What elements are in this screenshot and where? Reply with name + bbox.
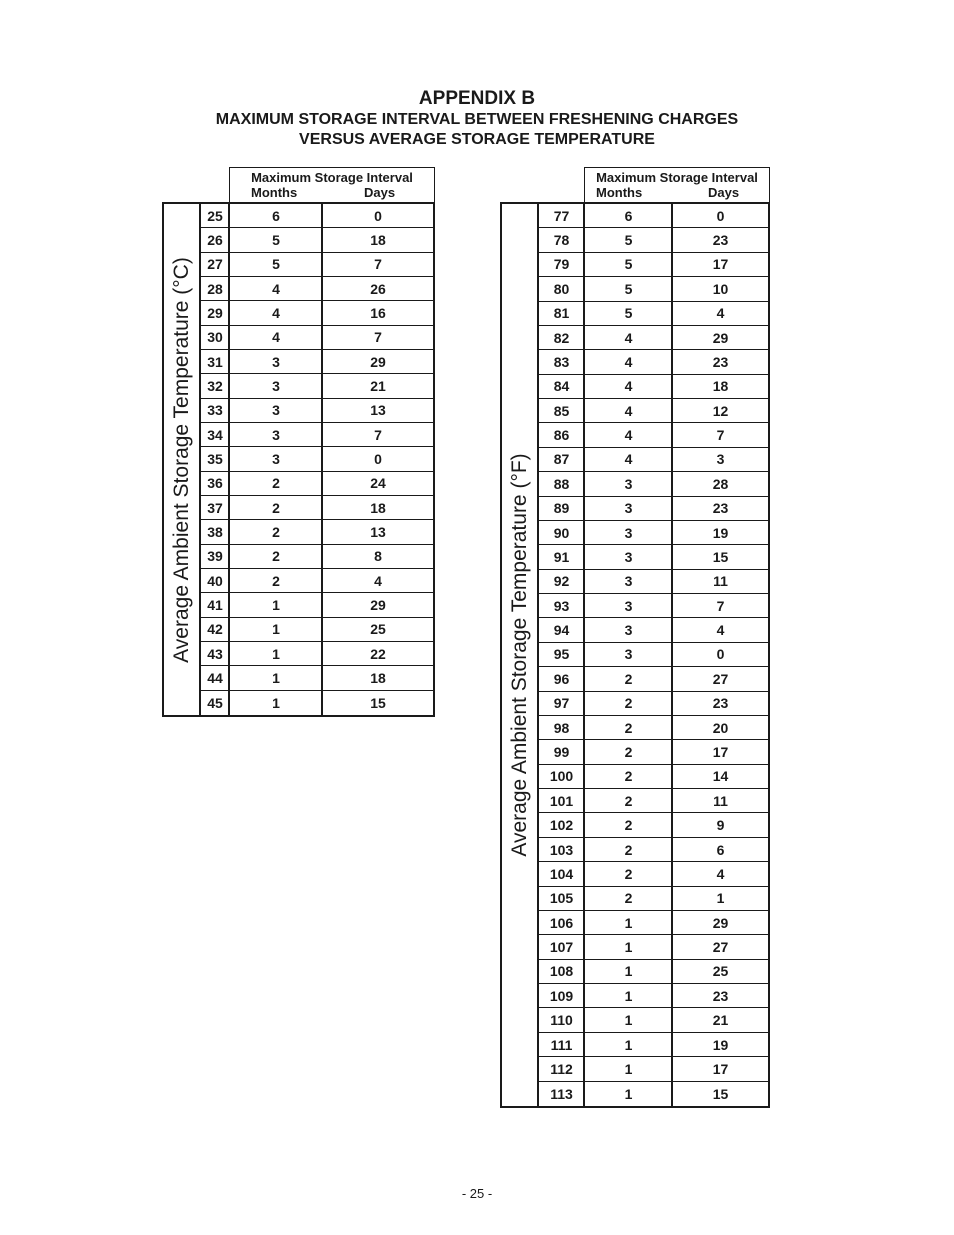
temperature-cell: 113 — [550, 1085, 573, 1102]
days-cell: 7 — [673, 423, 768, 447]
days-cell: 7 — [323, 253, 433, 277]
days-cell: 23 — [673, 692, 768, 716]
table-row — [502, 570, 768, 594]
months-cell: 2 — [585, 838, 672, 862]
table-row — [502, 228, 768, 252]
temperature-cell: 110 — [539, 1008, 584, 1032]
days-cell: 15 — [370, 694, 386, 711]
temperature-cell: 89 — [539, 497, 584, 521]
page-subtitle-line-1: MAXIMUM STORAGE INTERVAL BETWEEN FRESHENING CHARGES — [215, 111, 739, 128]
table-row — [502, 813, 768, 837]
days-cell: 4 — [673, 862, 768, 886]
table-row — [164, 642, 433, 666]
table-row — [502, 1008, 768, 1032]
table-row — [502, 497, 768, 521]
temperature-cell: 44 — [201, 666, 229, 690]
temperature-cell: 29 — [201, 301, 229, 325]
months-cell: 2 — [585, 887, 672, 911]
days-cell: 29 — [673, 326, 768, 350]
months-cell: 2 — [230, 520, 322, 544]
table-row — [164, 350, 433, 374]
temperature-cell: 36 — [201, 472, 229, 496]
table-row — [502, 667, 768, 691]
table-row — [502, 911, 768, 935]
days-cell: 11 — [673, 570, 768, 594]
days-cell: 23 — [673, 350, 768, 374]
table-row — [502, 643, 768, 667]
table-row — [502, 618, 768, 642]
temperature-cell: 97 — [539, 692, 584, 716]
table-row — [502, 1057, 768, 1081]
days-cell: 27 — [673, 667, 768, 691]
months-cell: 5 — [585, 302, 672, 326]
days-cell: 19 — [673, 521, 768, 545]
months-cell: 1 — [585, 1008, 672, 1032]
table-row — [164, 399, 433, 423]
days-cell: 23 — [673, 497, 768, 521]
page-title: APPENDIX B — [418, 88, 536, 109]
group-header-label: Maximum Storage Interval — [596, 170, 758, 185]
table-row — [164, 301, 433, 325]
table-row — [502, 887, 768, 911]
temperature-cell: 40 — [201, 569, 229, 593]
temperature-cell: 99 — [539, 740, 584, 764]
days-cell: 18 — [323, 496, 433, 520]
months-cell: 3 — [585, 643, 672, 667]
temperature-cell: 41 — [201, 593, 229, 617]
months-cell: 2 — [585, 740, 672, 764]
temperature-cell: 106 — [539, 911, 584, 935]
temperature-cell: 39 — [201, 545, 229, 569]
months-cell: 2 — [585, 692, 672, 716]
days-cell: 13 — [323, 520, 433, 544]
months-cell: 5 — [230, 228, 322, 252]
table-row — [502, 740, 768, 764]
days-cell: 17 — [673, 253, 768, 277]
days-cell: 18 — [323, 666, 433, 690]
days-cell: 7 — [673, 594, 768, 618]
days-cell: 3 — [673, 448, 768, 472]
months-cell: 4 — [585, 448, 672, 472]
temperature-cell: 80 — [539, 277, 584, 301]
temperature-cell: 107 — [539, 935, 584, 959]
group-header-label: Maximum Storage Interval — [251, 170, 413, 185]
months-cell: 2 — [585, 716, 672, 740]
days-cell: 0 — [673, 643, 768, 667]
months-cell: 3 — [585, 521, 672, 545]
months-cell: 4 — [230, 277, 322, 301]
table-row — [502, 716, 768, 740]
days-cell: 7 — [323, 423, 433, 447]
temperature-cell: 26 — [201, 228, 229, 252]
months-cell: 3 — [230, 447, 322, 471]
months-cell: 2 — [230, 496, 322, 520]
months-cell: 3 — [230, 399, 322, 423]
temperature-cell: 83 — [539, 350, 584, 374]
months-cell: 4 — [585, 399, 672, 423]
temperature-cell: 103 — [539, 838, 584, 862]
months-cell: 1 — [585, 935, 672, 959]
table-row — [164, 228, 433, 252]
days-cell: 9 — [673, 813, 768, 837]
months-cell: 1 — [585, 911, 672, 935]
days-cell: 14 — [673, 765, 768, 789]
days-cell: 22 — [323, 642, 433, 666]
months-cell: 1 — [230, 666, 322, 690]
table-row — [502, 765, 768, 789]
table-row — [502, 375, 768, 399]
months-cell: 2 — [585, 765, 672, 789]
months-cell: 3 — [585, 497, 672, 521]
months-cell: 1 — [230, 642, 322, 666]
temperature-cell: 78 — [539, 228, 584, 252]
months-cell: 1 — [585, 960, 672, 984]
days-cell: 11 — [673, 789, 768, 813]
days-column-header: Days — [364, 185, 396, 200]
page-number: - 25 - — [461, 1186, 493, 1201]
days-cell: 15 — [673, 545, 768, 569]
table-row — [502, 862, 768, 886]
temperature-cell: 104 — [539, 862, 584, 886]
days-cell: 0 — [323, 447, 433, 471]
months-cell: 3 — [585, 570, 672, 594]
table-row — [164, 569, 433, 593]
table-row — [502, 423, 768, 447]
table-row — [502, 204, 768, 228]
table-row — [164, 593, 433, 617]
temperature-cell: 102 — [539, 813, 584, 837]
table-row — [502, 302, 768, 326]
days-cell: 0 — [673, 204, 768, 228]
table-row — [502, 545, 768, 569]
days-cell: 27 — [673, 935, 768, 959]
days-cell: 8 — [323, 545, 433, 569]
temperature-cell: 108 — [539, 960, 584, 984]
temperature-cell: 42 — [201, 618, 229, 642]
temperature-cell: 96 — [539, 667, 584, 691]
table-row — [164, 326, 433, 350]
temperature-cell: 82 — [539, 326, 584, 350]
days-cell: 23 — [673, 228, 768, 252]
row-axis-label: Average Ambient Storage Temperature (°F) — [508, 453, 531, 857]
table-row — [164, 204, 433, 228]
temperature-cell: 92 — [539, 570, 584, 594]
table-row — [502, 789, 768, 813]
temperature-cell: 100 — [539, 765, 584, 789]
table-row — [164, 423, 433, 447]
days-cell: 12 — [673, 399, 768, 423]
table-row — [502, 253, 768, 277]
months-column-header: Months — [251, 185, 298, 200]
days-cell: 28 — [673, 472, 768, 496]
column-group-header — [229, 167, 435, 203]
months-cell: 1 — [585, 1057, 672, 1081]
days-cell: 16 — [323, 301, 433, 325]
months-cell: 5 — [585, 228, 672, 252]
table-row — [502, 472, 768, 496]
months-cell: 3 — [230, 374, 322, 398]
temperature-cell: 25 — [201, 204, 229, 228]
months-cell: 1 — [585, 984, 672, 1008]
months-cell: 4 — [230, 326, 322, 350]
table-row — [502, 1033, 768, 1057]
table-row — [502, 277, 768, 301]
months-cell: 4 — [585, 375, 672, 399]
temperature-cell: 30 — [201, 326, 229, 350]
days-cell: 26 — [323, 277, 433, 301]
days-cell: 25 — [323, 618, 433, 642]
days-cell: 23 — [673, 984, 768, 1008]
days-cell: 29 — [673, 911, 768, 935]
months-cell: 2 — [585, 813, 672, 837]
months-cell: 5 — [230, 253, 322, 277]
temperature-cell: 93 — [539, 594, 584, 618]
months-cell: 6 — [585, 204, 672, 228]
table-row — [502, 1082, 768, 1106]
temperature-cell: 91 — [539, 545, 584, 569]
temperature-cell: 35 — [201, 447, 229, 471]
table-row — [164, 666, 433, 690]
table-row — [502, 399, 768, 423]
days-cell: 29 — [323, 350, 433, 374]
months-cell: 3 — [585, 618, 672, 642]
months-cell: 2 — [585, 862, 672, 886]
table-row — [164, 496, 433, 520]
row-axis-label: Average Ambient Storage Temperature (°C) — [170, 256, 193, 663]
table-row — [502, 326, 768, 350]
temperature-cell: 31 — [201, 350, 229, 374]
table-body — [500, 202, 770, 1108]
table-row — [502, 521, 768, 545]
months-cell: 4 — [585, 350, 672, 374]
days-cell: 21 — [673, 1008, 768, 1032]
table-row — [164, 253, 433, 277]
months-cell: 1 — [230, 593, 322, 617]
months-cell: 1 — [230, 618, 322, 642]
table-row — [502, 984, 768, 1008]
months-column-header: Months — [596, 185, 643, 200]
days-cell: 17 — [673, 740, 768, 764]
months-cell: 4 — [585, 326, 672, 350]
months-cell: 4 — [585, 423, 672, 447]
temperature-cell: 88 — [539, 472, 584, 496]
days-column-header: Days — [708, 185, 740, 200]
months-cell: 1 — [624, 1085, 633, 1102]
months-cell: 3 — [585, 472, 672, 496]
table-row — [164, 447, 433, 471]
days-cell: 7 — [323, 326, 433, 350]
temperature-cell: 43 — [201, 642, 229, 666]
column-group-header — [584, 167, 770, 203]
months-cell: 1 — [585, 1033, 672, 1057]
temperature-cell: 32 — [201, 374, 229, 398]
temperature-cell: 81 — [539, 302, 584, 326]
temperature-cell: 90 — [539, 521, 584, 545]
table-row — [502, 448, 768, 472]
months-cell: 3 — [230, 350, 322, 374]
months-cell: 6 — [230, 204, 322, 228]
days-cell: 24 — [323, 472, 433, 496]
temperature-cell: 33 — [201, 399, 229, 423]
table-row — [164, 545, 433, 569]
days-cell: 0 — [323, 204, 433, 228]
table-row — [502, 935, 768, 959]
table-row — [164, 277, 433, 301]
days-cell: 25 — [673, 960, 768, 984]
days-cell: 17 — [673, 1057, 768, 1081]
page-subtitle-line-2: VERSUS AVERAGE STORAGE TEMPERATURE — [299, 131, 655, 148]
days-cell: 15 — [712, 1085, 729, 1102]
months-cell: 3 — [230, 423, 322, 447]
months-cell: 2 — [230, 545, 322, 569]
temperature-cell: 79 — [539, 253, 584, 277]
table-row — [164, 691, 433, 715]
temperature-cell: 111 — [539, 1033, 584, 1057]
temperature-cell: 34 — [201, 423, 229, 447]
months-cell: 1 — [272, 694, 280, 711]
table-row — [164, 520, 433, 544]
months-cell: 5 — [585, 253, 672, 277]
temperature-cell: 84 — [539, 375, 584, 399]
temperature-cell: 87 — [539, 448, 584, 472]
temperature-cell: 109 — [539, 984, 584, 1008]
table-row — [502, 960, 768, 984]
temperature-cell: 95 — [539, 643, 584, 667]
temperature-cell: 98 — [539, 716, 584, 740]
temperature-cell: 37 — [201, 496, 229, 520]
months-cell: 3 — [585, 545, 672, 569]
table-row — [164, 374, 433, 398]
days-cell: 29 — [323, 593, 433, 617]
table-row — [164, 472, 433, 496]
days-cell: 20 — [673, 716, 768, 740]
temperature-cell: 38 — [201, 520, 229, 544]
days-cell: 19 — [673, 1033, 768, 1057]
table-row — [164, 618, 433, 642]
days-cell: 18 — [323, 228, 433, 252]
months-cell: 2 — [230, 569, 322, 593]
temperature-cell: 105 — [539, 887, 584, 911]
months-cell: 2 — [585, 667, 672, 691]
days-cell: 18 — [673, 375, 768, 399]
temperature-cell: 85 — [539, 399, 584, 423]
days-cell: 4 — [673, 618, 768, 642]
temperature-cell: 77 — [539, 204, 584, 228]
temperature-cell: 86 — [539, 423, 584, 447]
days-cell: 10 — [673, 277, 768, 301]
table-body — [162, 202, 435, 717]
temperature-cell: 27 — [201, 253, 229, 277]
days-cell: 6 — [673, 838, 768, 862]
temperature-cell: 112 — [539, 1057, 584, 1081]
days-cell: 21 — [323, 374, 433, 398]
days-cell: 4 — [323, 569, 433, 593]
table-row — [502, 838, 768, 862]
table-row — [502, 350, 768, 374]
months-cell: 3 — [585, 594, 672, 618]
temperature-cell: 45 — [207, 694, 223, 711]
days-cell: 1 — [673, 887, 768, 911]
temperature-cell: 94 — [539, 618, 584, 642]
days-cell: 4 — [673, 302, 768, 326]
temperature-cell: 101 — [539, 789, 584, 813]
table-row — [502, 692, 768, 716]
temperature-cell: 28 — [201, 277, 229, 301]
months-cell: 2 — [230, 472, 322, 496]
days-cell: 13 — [323, 399, 433, 423]
months-cell: 2 — [585, 789, 672, 813]
months-cell: 5 — [585, 277, 672, 301]
table-row — [502, 594, 768, 618]
months-cell: 4 — [230, 301, 322, 325]
